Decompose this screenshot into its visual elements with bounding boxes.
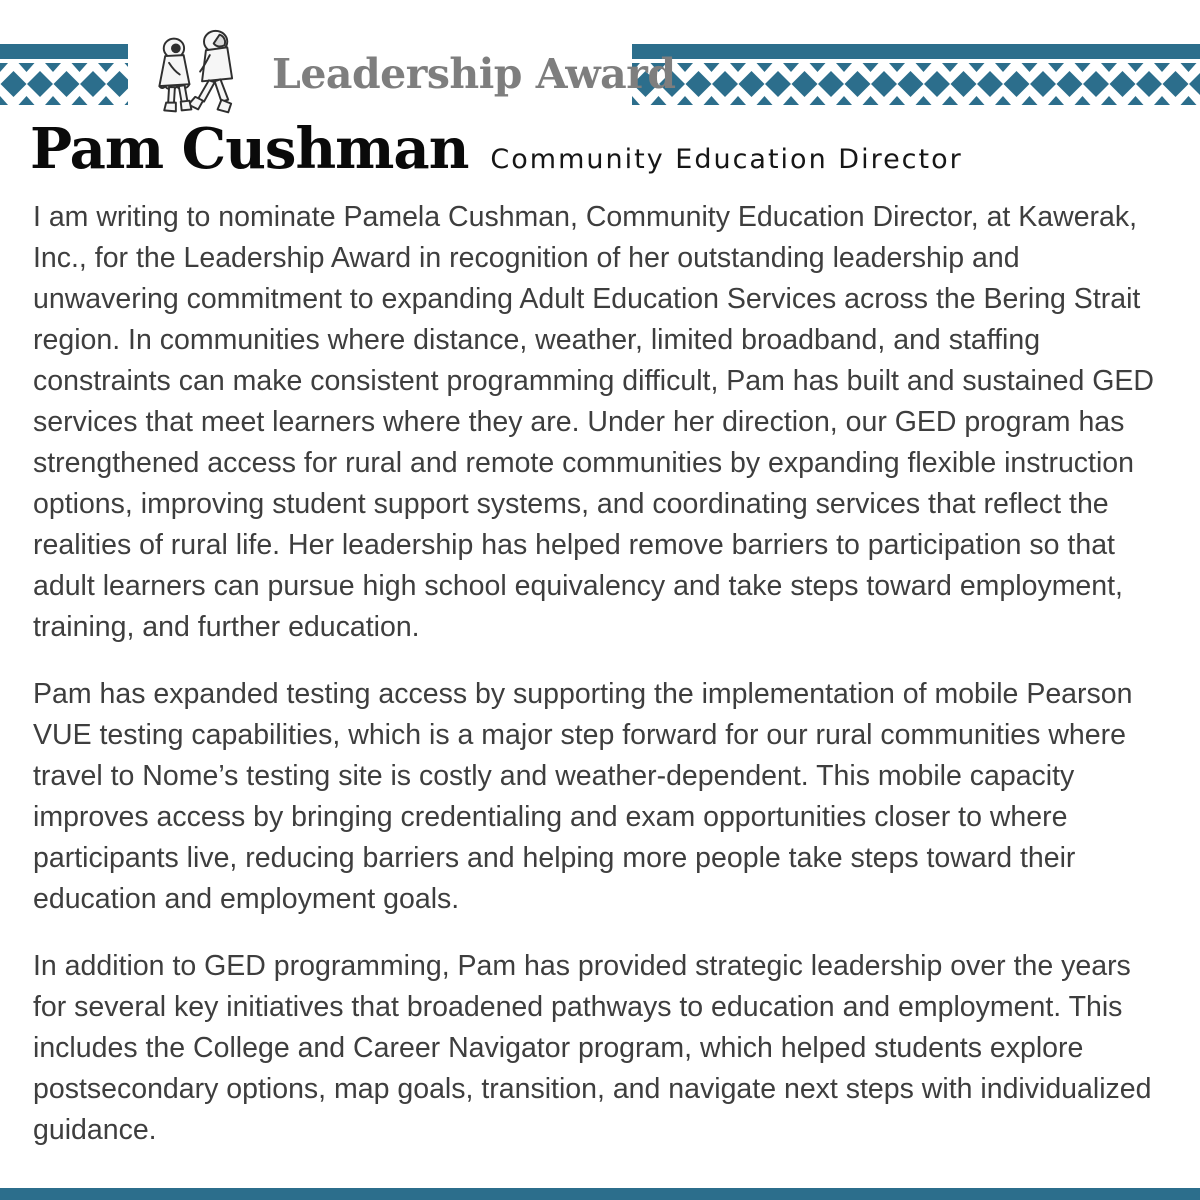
nominee-title-row: [30, 116, 963, 182]
bottom-accent-bar: [0, 1188, 1200, 1200]
award-title: Leadership Award: [272, 50, 676, 98]
woman-figure: [159, 39, 191, 112]
paragraph-3: In addition to GED programming, Pam has provided strategic leadership over the years for several key initiatives that broadened pathways to education and employment. This includes the College and Career Navigator program, which helped students explore postsecondary options, map goals, transition, and navigate next steps with individualized guidance.: [33, 950, 1152, 1146]
paragraph-1: I am writing to nominate Pamela Cushman, Community Education Director, at Kawerak, Inc., for the Leadership Award in recognition of her outstanding leadership and unwavering commitment to expanding Adult Education Services across the Bering Strait region. In communities where distance, weather, limited broadband, and staffing constraints can make consistent programming difficult, Pam has built and sustained GED services that meet learners where they are. Under her direction, our GED program has strengthened access for rural and remote communities by expanding flexible instruction options, improving student support systems, and coordinating services that reflect the realities of rural life. Her leadership has helped remove barriers to participation so that adult learners can pursue high school equivalency and take steps toward employment, training, and further education.: [33, 201, 1155, 643]
paragraph-2: Pam has expanded testing access by supporting the implementation of mobile Pearson VUE testing capabilities, which is a major step forward for our rural communities where travel to Nome’s testing site is costly and weather-dependent. This mobile capacity improves access by bringing credentialing and exam opportunities closer to where participants live, reducing barriers and helping more people take steps toward their education and employment goals.: [33, 678, 1133, 915]
nominee-name: Pam Cushman: [30, 116, 469, 182]
diamond-border-left: [0, 63, 128, 105]
man-figure: [188, 31, 232, 112]
top-accent-bar-right: [632, 44, 1200, 59]
nominee-role: Community Education Director: [490, 144, 963, 175]
walking-figures-illustration: [139, 26, 236, 123]
top-accent-bar-left: [0, 44, 128, 59]
diamond-border-right: [632, 63, 1200, 105]
nomination-letter: [33, 197, 1168, 1177]
